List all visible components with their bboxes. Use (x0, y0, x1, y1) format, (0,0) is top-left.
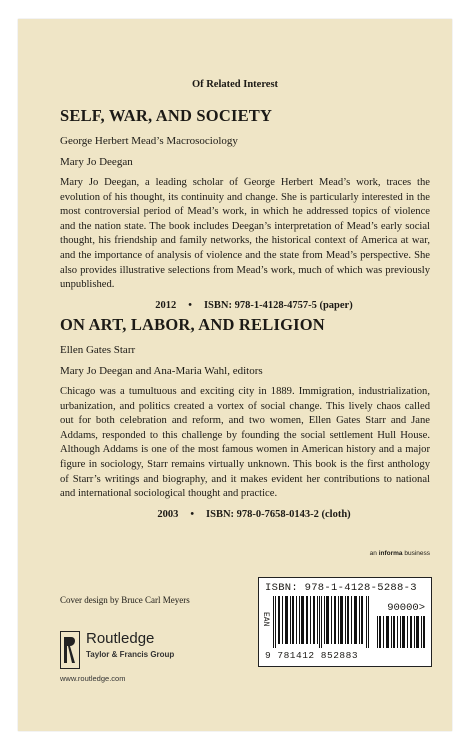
book-year: 2012 (155, 299, 177, 311)
back-cover (18, 19, 452, 731)
barcode (258, 577, 432, 667)
book-isbn: ISBN: 978-0-7658-0143-2 (cloth) (206, 508, 351, 520)
ean-barcode-bars (273, 596, 369, 648)
book-entry-2 (60, 315, 430, 522)
book-description: Mary Jo Deegan, a leading scholar of George Herbert Mead’s work, traces the evolution of his thought, its continuity and change. She is particularly interested in the most controversial period of Mead’s work, in which he addressed topics of violence and the nation state. The book includes Deegan’s interpretation of Mead’s early social thought, his friendship and family networks, the historical context of America at war, and the importance of analysis of violence and the state from Mead’s perspective. She also provides illustrative selections from Mead’s work, much of which was previously unpublished. (60, 177, 430, 291)
barcode-ean-label: EAN (261, 612, 270, 627)
book-meta (60, 299, 430, 313)
publisher-website: www.routledge.com (60, 674, 126, 683)
book-author: Mary Jo Deegan (60, 156, 133, 168)
barcode-digits: 9 781412 852883 (265, 650, 359, 661)
barcode-isbn: ISBN: 978-1-4128-5288-3 (265, 582, 417, 594)
book-title: ON ART, LABOR, AND RELIGION (60, 315, 325, 334)
separator-dot: • (188, 299, 192, 311)
book-isbn: ISBN: 978-1-4128-4757-5 (paper) (203, 299, 353, 311)
book-description: Chicago was a tumultuous and exciting city in 1889. Immigration, industrialization, urbanization, and politics created a vortex of social change. This lively chaos called out for both celebration and reform, and two women, Ellen Gates Starr and Jane Addams, responded to this challenge by founding the social settlement Hull House. Although Addams is one of the most famous women in American history and a major figure in sociology, Starr remains virtually unknown. This book is the first anthology of Starr’s writings and biography, and it makes evident her contributions to national and international sociological thought and practice. (60, 386, 430, 500)
book-subtitle: George Herbert Mead’s Macrosociology (60, 135, 238, 147)
publisher-group: Taylor & Francis Group (86, 650, 175, 659)
cover-design-credit: Cover design by Bruce Carl Meyers (60, 595, 190, 605)
book-author: Mary Jo Deegan and Ana-Maria Wahl, editors (60, 365, 263, 377)
book-title: SELF, WAR, AND SOCIETY (60, 106, 273, 125)
barcode-price: 90000> (387, 602, 425, 614)
routledge-logo-icon (60, 631, 80, 669)
book-entry-1 (60, 106, 430, 313)
separator-dot: • (190, 508, 195, 520)
price-addon-bars (377, 616, 425, 648)
book-year: 2003 (157, 508, 179, 520)
book-subtitle: Ellen Gates Starr (60, 344, 136, 356)
publisher-name: Routledge (86, 630, 155, 647)
related-interest-heading: Of Related Interest (191, 79, 279, 90)
informa-business-label: an informa business (369, 550, 430, 557)
book-meta (60, 508, 430, 522)
